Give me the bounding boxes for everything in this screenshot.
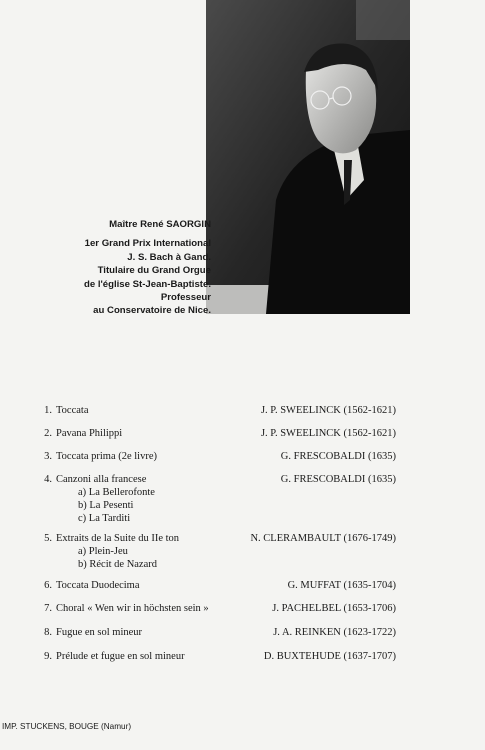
- piece-title: Toccata prima (2e livre): [56, 451, 158, 462]
- composer: N. CLERAMBAULT (1676-1749): [250, 533, 396, 544]
- item-number: 5.: [44, 533, 52, 544]
- program-item: [36, 472, 396, 522]
- sub-piece: a) Plein-Jeu: [78, 546, 128, 557]
- item-number: 3.: [44, 451, 52, 462]
- caption-line: de l'église St-Jean-Baptiste.: [83, 278, 211, 290]
- sub-piece: b) La Pesenti: [78, 500, 134, 511]
- piece-title: Pavana Philippi: [56, 428, 123, 439]
- piece-title: Canzoni alla francese: [56, 474, 147, 485]
- item-number: 1.: [44, 405, 52, 416]
- organist-name: Maître René SAORGIN: [109, 219, 211, 230]
- item-number: 9.: [44, 651, 52, 662]
- piece-title: Toccata: [56, 405, 89, 416]
- sub-piece: a) La Bellerofonte: [78, 487, 155, 498]
- composer: J. P. SWEELINCK (1562-1621): [260, 428, 396, 439]
- program-item: [36, 531, 396, 569]
- sub-piece: b) Récit de Nazard: [78, 559, 158, 570]
- piece-title: Toccata Duodecima: [56, 580, 140, 591]
- item-number: 8.: [44, 627, 52, 638]
- piece-title: Prélude et fugue en sol mineur: [56, 651, 185, 662]
- item-number: 6.: [44, 580, 52, 591]
- piece-title: Fugue en sol mineur: [56, 627, 143, 638]
- caption-line: Professeur: [160, 292, 211, 304]
- item-number: 7.: [44, 603, 52, 614]
- piece-title: Choral « Wen wir in höchsten sein »: [56, 603, 209, 614]
- composer: J. PACHELBEL (1653-1706): [272, 603, 396, 614]
- item-number: 4.: [44, 474, 52, 485]
- piece-title: Extraits de la Suite du IIe ton: [56, 533, 180, 544]
- caption-line: 1er Grand Prix International: [84, 238, 211, 250]
- composer: J. P. SWEELINCK (1562-1621): [260, 405, 396, 416]
- composer: G. FRESCOBALDI (1635): [280, 474, 396, 485]
- composer: D. BUXTEHUDE (1637-1707): [263, 651, 396, 662]
- sub-piece: c) La Tarditi: [78, 513, 131, 524]
- item-number: 2.: [44, 428, 52, 439]
- composer: J. A. REINKEN (1623-1722): [273, 627, 396, 638]
- printer-credit: IMP. STUCKENS, BOUGE (Namur): [2, 722, 132, 731]
- caption-line: Titulaire du Grand Orgue: [97, 265, 211, 277]
- composer: G. MUFFAT (1635-1704): [287, 580, 396, 591]
- caption-line: au Conservatoire de Nice.: [93, 305, 211, 317]
- composer: G. FRESCOBALDI (1635): [280, 451, 396, 462]
- caption-line: J. S. Bach à Gand.: [127, 251, 211, 263]
